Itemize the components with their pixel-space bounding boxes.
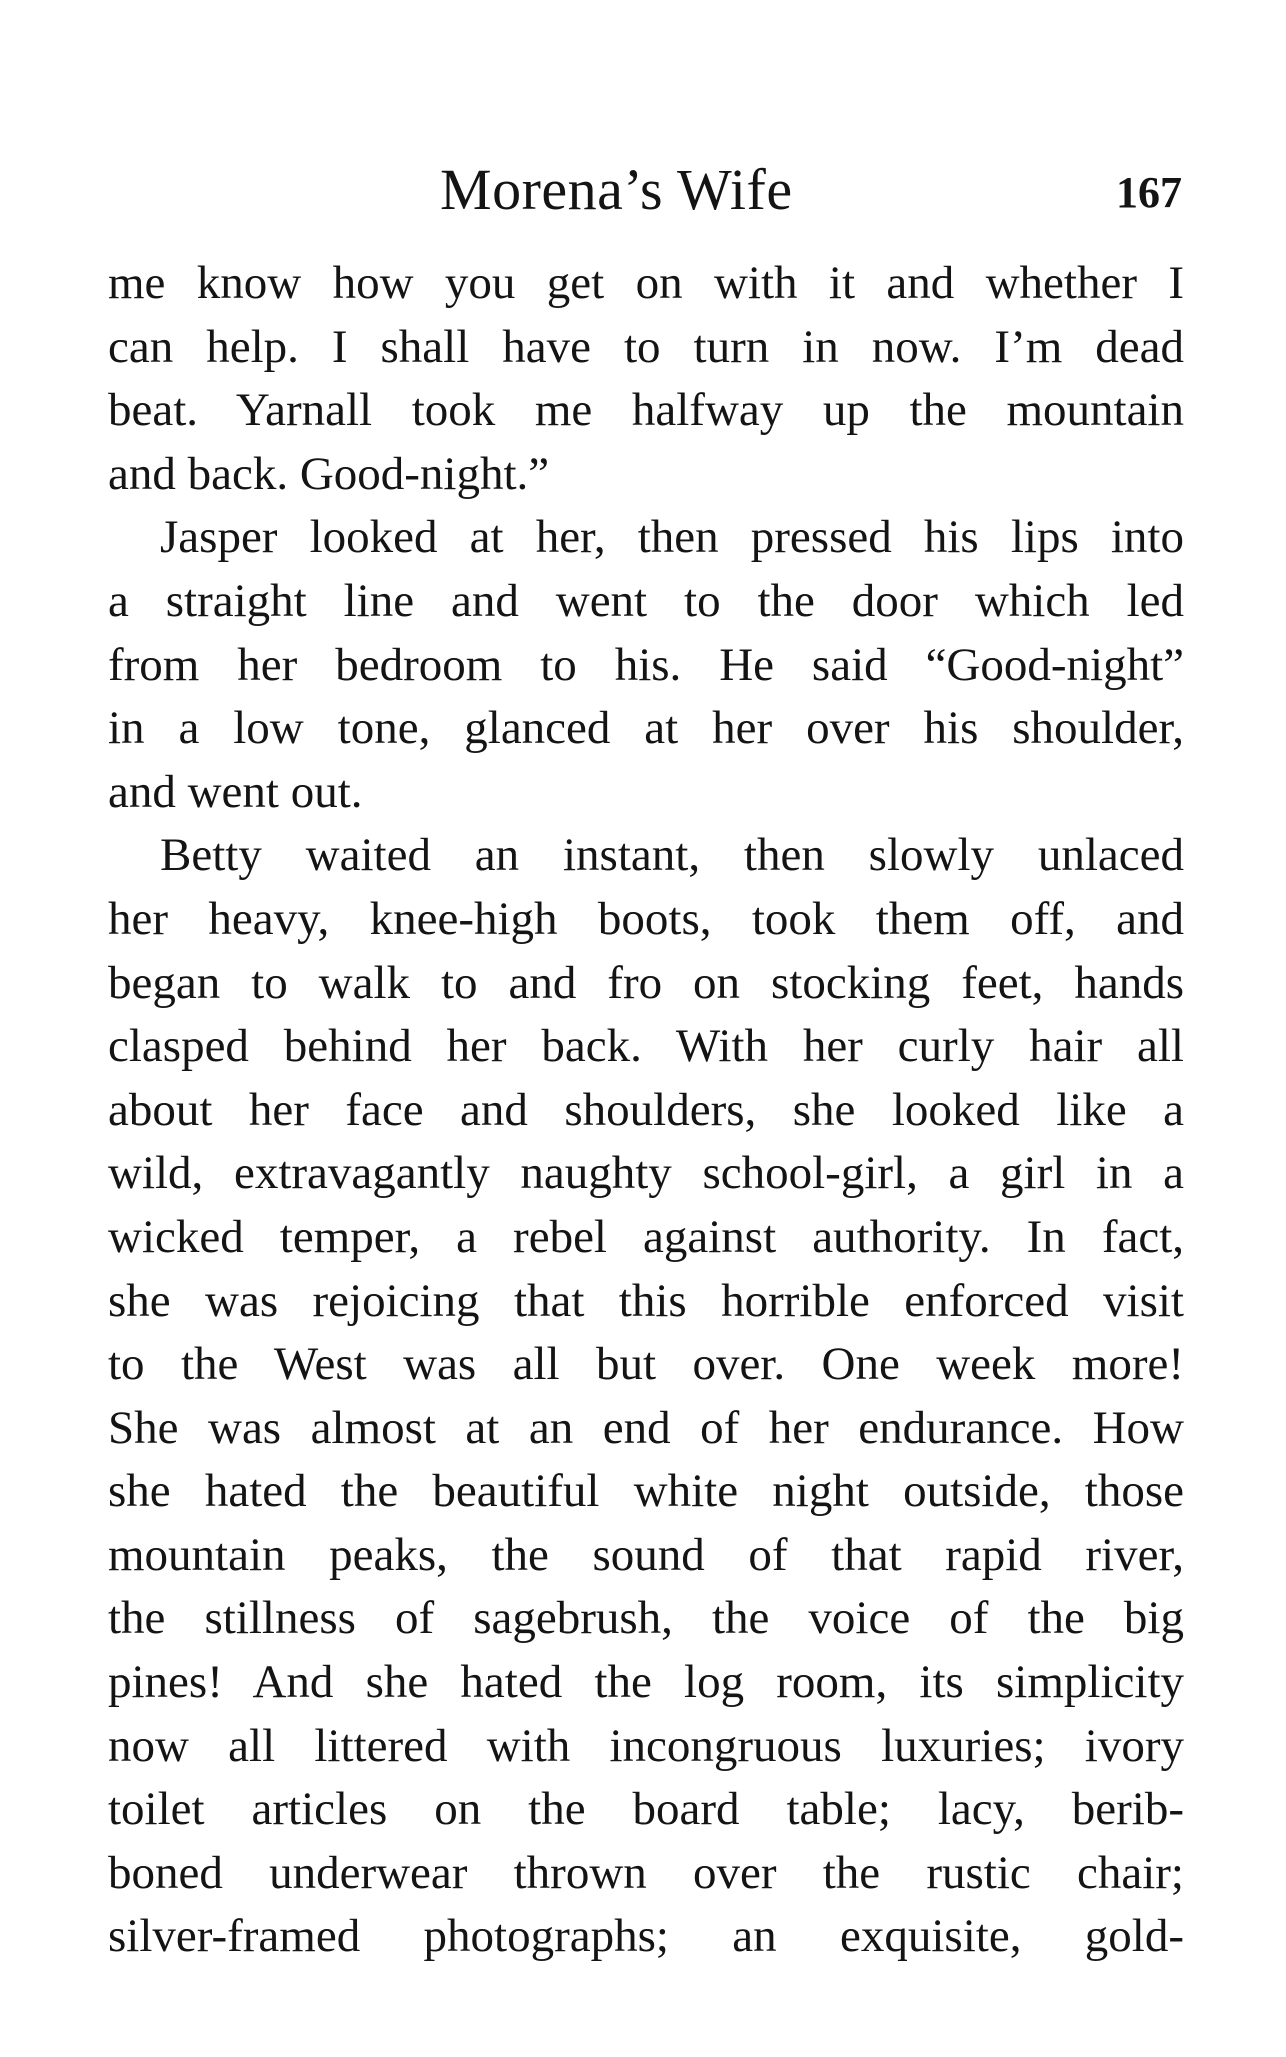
text-line: from her bedroom to his. He said “Good-night”: [108, 638, 1184, 691]
text-line: and went out.: [108, 765, 363, 818]
page-number: 167: [1116, 168, 1182, 217]
text-line: and back. Good-night.”: [108, 447, 550, 500]
text-line: toilet articles on the board table; lacy, berib-: [108, 1783, 1184, 1836]
text-line: her heavy, knee-high boots, took them off, and: [108, 892, 1184, 945]
text-line: She was almost at an end of her endurance. How: [108, 1401, 1184, 1454]
text-line: a straight line and went to the door which led: [108, 574, 1184, 627]
text-line: boned underwear thrown over the rustic chair;: [108, 1846, 1184, 1899]
text-line: pines! And she hated the log room, its simplicity: [108, 1656, 1184, 1709]
text-line: she was rejoicing that this horrible enforced visit: [108, 1274, 1184, 1327]
text-line: wicked temper, a rebel against authority. In fact,: [108, 1210, 1184, 1263]
text-line: to the West was all but over. One week more!: [108, 1338, 1184, 1391]
text-line: me know how you get on with it and whether I: [108, 257, 1184, 309]
text-line: silver-framed photographs; an exquisite, gold-: [108, 1910, 1184, 1963]
text-line: now all littered with incongruous luxuries; ivory: [108, 1719, 1184, 1772]
text-line: began to walk to and fro on stocking feet, hands: [108, 956, 1184, 1009]
body-text: [108, 252, 1184, 1969]
text-line: wild, extravagantly naughty school-girl, a girl in a: [108, 1147, 1184, 1200]
text-line: can help. I shall have to turn in now. I’m dead: [108, 320, 1184, 373]
text-line: mountain peaks, the sound of that rapid river,: [108, 1528, 1184, 1581]
text-line: Jasper looked at her, then pressed his lips into: [160, 511, 1184, 564]
text-line: the stillness of sagebrush, the voice of the big: [108, 1592, 1184, 1645]
text-line: Betty waited an instant, then slowly unlaced: [160, 829, 1184, 882]
text-line: beat. Yarnall took me halfway up the mountain: [108, 384, 1184, 437]
text-line: in a low tone, glanced at her over his shoulder,: [108, 702, 1184, 755]
text-line: she hated the beautiful white night outside, those: [108, 1465, 1184, 1518]
text-line: clasped behind her back. With her curly hair all: [108, 1020, 1184, 1073]
running-title: Morena’s Wife: [440, 157, 793, 222]
running-head: [0, 150, 1286, 230]
text-line: about her face and shoulders, she looked like a: [108, 1083, 1184, 1136]
